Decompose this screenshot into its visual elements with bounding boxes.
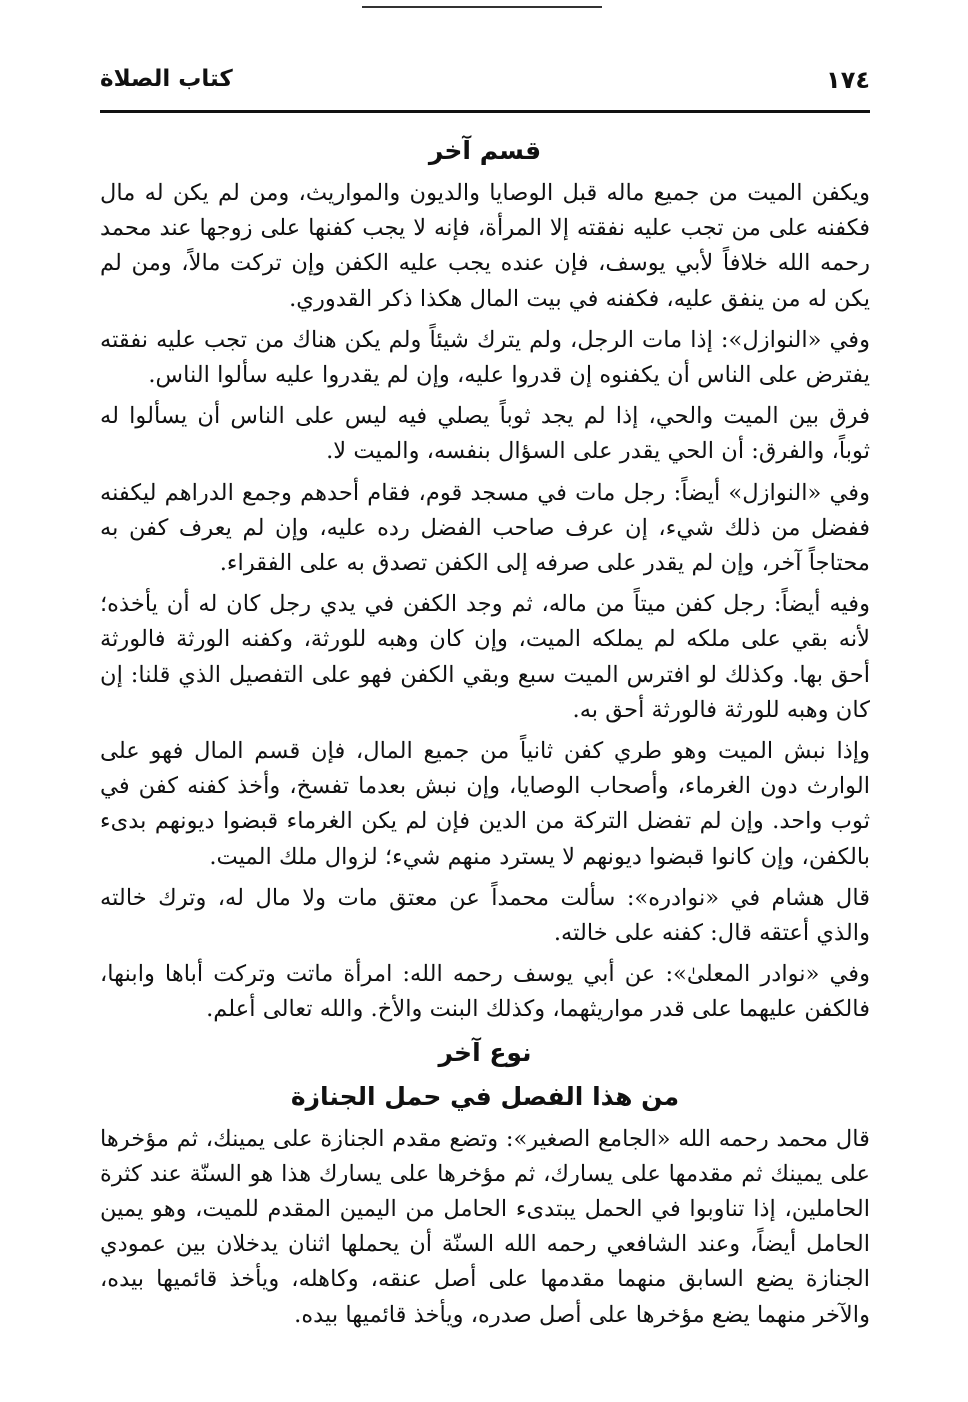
paragraph: وفي «النوازل» أيضاً: رجل مات في مسجد قوم، فقام أحدهم وجمع الدراهم ليكفنه ففضل من ذلك شيء، إن عرف صاحب الفضل رده عليه، وإن لم يعرف كفن به محتاجاً آخر، وإن لم يقدر على صرفه إلى الكفن تصدق به على الفقراء. — [100, 479, 870, 577]
section-subtitle: من هذا الفصل في حمل الجنازة — [290, 1081, 680, 1111]
section-title: نوع آخر — [438, 1037, 532, 1067]
page-body — [100, 128, 870, 1339]
header-rule — [100, 110, 870, 113]
top-decorative-rule — [362, 6, 602, 8]
paragraph: وفي «النوازل»: إذا مات الرجل، ولم يترك شيئاً ولم يكن هناك من تجب عليه نفقته يفترض على الناس أن يكفنوه إن قدروا عليه، وإن لم يقدروا عليه سألوا الناس. — [100, 326, 870, 389]
section-naw-akhar — [100, 1034, 870, 1333]
paragraph: وفي «نوادر المعلىٰ»: عن أبي يوسف رحمه الله: امرأة ماتت وتركت أباها وابنها، فالكفن عليهما على قدر مواريثهما، وكذلك البنت والأخ. والله تعالى أعلم. — [100, 961, 870, 1023]
paragraph: وإذا نبش الميت وهو طري كفن ثانياً من جميع المال، فإن قسم المال فهو على الوارث دون الغرماء، وأصحاب الوصايا، وإن نبش بعدما تفسخ، وأخذ كفنه كفن في ثوب واحد. وإن لم تفضل التركة من الدين فإن لم يكن الغرماء قبضوا ديونهم بدىء بالكفن، وإن كانوا قبضوا ديونهم لا يسترد منهم شيء؛ لزوال ملك الميت. — [100, 738, 870, 870]
paragraph: فرق بين الميت والحي، إذا لم يجد ثوباً يصلي فيه ليس على الناس أن يسألوا له ثوباً، والفرق: أن الحي يقدر على السؤال بنفسه، والميت لا. — [100, 403, 870, 465]
paragraph: وفيه أيضاً: رجل كفن ميتاً من ماله، ثم وجد الكفن في يدي رجل كان له أن يأخذه؛ لأنه بقي على ملكه لم يملكه الميت، وإن كان وهبه للورثة، وكفنه الورثة فالورثة أحق بها. وكذلك لو افترس الميت سبع وبقي الكفن فهو على التفصيل الذي قلنا: إن كان وهبه للورثة فالورثة أحق به. — [100, 591, 870, 723]
paragraph: ويكفن الميت من جميع ماله قبل الوصايا والديون والمواريث، ومن لم يكن له مال فكفنه على من تجب عليه نفقته إلا المرأة، فإنه لا يجب كفنها على زوجها عند محمد رحمه الله خلافاً لأبي يوسف، فإن عنده يجب عليه الكفن وإن تركت مالاً، ومن لم يكن له من ينفق عليه، فكفنه في بيت المال هكذا ذكر القدوري. — [100, 180, 870, 312]
paragraph: قال هشام في «نوادره»: سألت محمداً عن معتق مات ولا مال له، وترك خالته والذي أعتقه قال: كفنه على خالته. — [100, 884, 870, 947]
section-qism-akhar — [100, 132, 870, 1028]
page-header — [100, 62, 870, 102]
paragraph: قال محمد رحمه الله «الجامع الصغير»: وتضع مقدم الجنازة على يمينك، ثم مؤخرها على يمينك ثم مقدمها على يسارك، ثم مؤخرها على يسارك هذا هو السنّة عند كثرة الحاملين، إذا تناوبوا في الحمل يبتدىء الحامل من اليمين المقدم للميت، وهو يمين الحامل أيضاً، وعند الشافعي رحمه الله السنّة أن يحملها اثنان يدخلان بين عمودي الجنازة يضع السابق منهما مقدمها على أصل عنقه، وكاهله، ويأخذ قائميها بيده، والآخر منهما يضع مؤخرها على أصل صدره، ويأخذ قائميها بيده. — [100, 1125, 870, 1328]
section-title: قسم آخر — [428, 136, 542, 165]
running-title: كتاب الصلاة — [100, 66, 233, 92]
page-number: ١٧٤ — [826, 66, 870, 94]
